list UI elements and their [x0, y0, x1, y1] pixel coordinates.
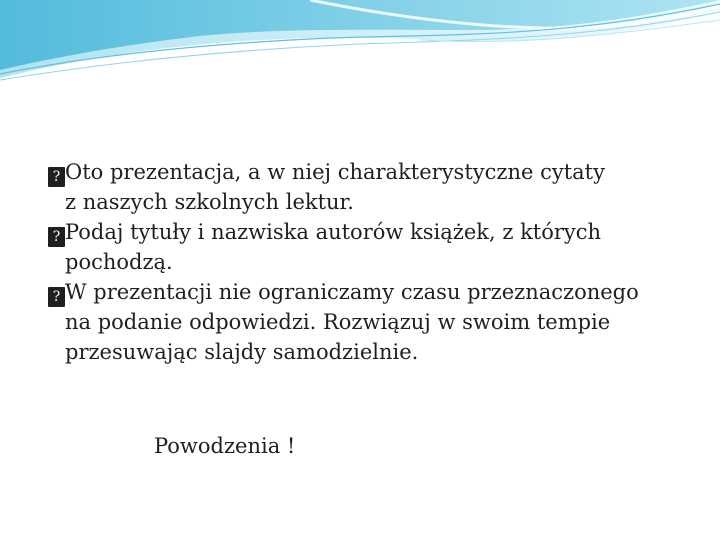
- bullet-text: W prezentacji nie ograniczamy czasu przeznaczonego: [65, 280, 639, 304]
- slide-body: [48, 157, 688, 367]
- bullet-text: Oto prezentacja, a w niej charakterystyczne cytaty: [65, 160, 605, 184]
- bullet-icon: ?: [48, 287, 65, 307]
- bullet-text: na podanie odpowiedzi. Rozwiązuj w swoim tempie: [65, 310, 611, 334]
- closing-text: Powodzenia !: [154, 434, 296, 458]
- bullet-icon: ?: [48, 227, 65, 247]
- top-wave-decoration: [0, 0, 720, 90]
- bullet-text: przesuwając slajdy samodzielnie.: [65, 340, 419, 364]
- bullet-text: pochodzą.: [65, 250, 173, 274]
- bullet-item-3: [48, 277, 688, 367]
- bullet-text: z naszych szkolnych lektur.: [65, 190, 354, 214]
- bullet-item-1: [48, 157, 688, 217]
- bullet-item-2: [48, 217, 688, 277]
- bullet-text: Podaj tytuły i nazwiska autorów książek, z których: [65, 220, 602, 244]
- bullet-icon: ?: [48, 167, 65, 187]
